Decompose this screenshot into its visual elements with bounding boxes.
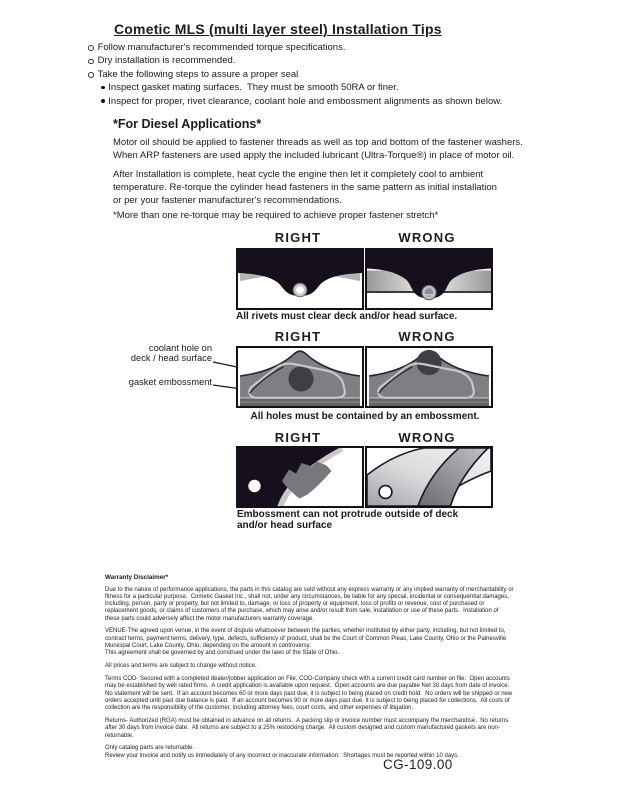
coolant-hole-label: coolant hole on deck / head surface bbox=[130, 343, 212, 364]
list-item bbox=[101, 96, 538, 109]
tip-text: Dry installation is recommended. bbox=[97, 55, 236, 67]
diagram-protrusion-right bbox=[236, 446, 364, 508]
legal-paragraph: All prices and terms are subject to change without notice. bbox=[105, 663, 257, 670]
legal-paragraph: Returns- Authorized (RGA) must be obtained in advance on all returns. A packing slip or invoice number must accompany the merchandise. No returns after 30 days from invoice date. All returns are subject to a 25% restocking charge. All custom designed and custom manufactured gaskets are non-returnable. bbox=[105, 717, 510, 739]
bolt-hole bbox=[379, 486, 392, 499]
row3-caption: Embossment can not protrude outside of deck and/or head surface bbox=[237, 509, 459, 531]
diagram-embossment-right bbox=[236, 346, 364, 408]
open-bullet-icon bbox=[88, 72, 94, 78]
row1-caption: All rivets must clear deck and/or head surface. bbox=[236, 311, 458, 322]
row2-caption: All holes must be contained by an embossment. bbox=[250, 411, 480, 422]
list-item bbox=[88, 55, 538, 68]
tips-list bbox=[88, 42, 538, 109]
rivet-center bbox=[296, 286, 304, 294]
diagram-protrusion-wrong bbox=[365, 446, 493, 508]
legal-paragraph: Due to the nature of performance applications, the parts in this catalog are sold without any express warranty or any implied warranty of merchantability or fitness for a particular purpose. Cometic Gasket Inc., shall not, under any circumstances, be liable for any special, incidental or consequential damages, including, person, party or property, but not limited to, damage, or loss of property or equipment, loss of profits or revenue, cost of purchased or replacement goods, or claims of customers of the purchase, which may arise and/or result from sale, installation or use of these parts. Installation of these parts could adversely affect the motor manufacturers warranty coverage. bbox=[105, 586, 516, 622]
legal-paragraph: VENUE-The agreed upon venue, in the event of dispute whatsoever between the parties, whether instituted by either party, including, but not limited to, contract terms, payment terms, delivery, type, defects, sufficiency of product, shall be the Court of Common Pleas, Lake County, Ohio or the Painesville Municipal Court, Lake County, Ohio, depending on the amount in controversy. This agreement shall be governed by and construed under the laws of the State of Ohio. bbox=[105, 628, 507, 657]
diagram-rivet-wrong bbox=[365, 248, 493, 310]
tip-text: Inspect for proper, rivet clearance, coolant hole and embossment alignments as shown below. bbox=[108, 95, 503, 107]
warranty-disclaimer-section bbox=[105, 574, 514, 765]
coolant-hole bbox=[416, 350, 441, 375]
right-label: RIGHT bbox=[274, 430, 322, 445]
list-item bbox=[88, 42, 538, 55]
tip-text: Take the following steps to assure a proper seal bbox=[97, 68, 299, 80]
wrong-label: WRONG bbox=[398, 230, 456, 245]
wrong-label: WRONG bbox=[398, 430, 456, 445]
open-bullet-icon bbox=[88, 59, 94, 65]
tip-text: Follow manufacturer's recommended torque specifications. bbox=[97, 42, 346, 53]
wrong-label: WRONG bbox=[398, 329, 456, 344]
tip-text: Inspect gasket mating surfaces. They must be smooth 50RA or finer. bbox=[108, 82, 399, 94]
diagram-rivet-right bbox=[236, 248, 364, 310]
right-label: RIGHT bbox=[274, 230, 322, 245]
edge-line bbox=[240, 402, 360, 403]
retorque-note: *More than one re-torque may be required to achieve proper fastener stretch* bbox=[113, 210, 439, 221]
diagram-embossment-wrong bbox=[365, 346, 493, 408]
gasket-embossment-label: gasket embossment bbox=[128, 377, 212, 387]
right-label: RIGHT bbox=[274, 329, 322, 344]
legal-paragraph: Terms COD- Secured with a completed dealer/jobber application on File, COD-Company check with a current credit card number on file. Open accounts may be established by well rated firms. A credit application is available upon request. Open accounts are due payable Net 30 days from date of invoice. No statement will be sent. If an account becomes 60 or more days past due, it is subject to being placed on credit hold. No orders will be shipped or new orders accepted until past due balance is paid. If an account becomes 90 or more days past due, it is subject to being placed for collections. All costs of collection are the responsibility of the customer, including attorney fees, court costs, and other expenses of litigation. bbox=[105, 675, 514, 712]
legal-paragraph: Only catalog parts are returnable. Review your invoice and notify us immediately of any incorrect or inaccurate information. Shortages must be reported within 10 days. bbox=[105, 745, 459, 759]
warranty-disclaimer-heading: Warranty Disclaimer* bbox=[105, 574, 169, 581]
page-title: Cometic MLS (multi layer steel) Installation Tips bbox=[114, 21, 442, 37]
bolt-hole bbox=[248, 480, 260, 492]
filled-bullet-icon bbox=[101, 99, 105, 103]
diesel-paragraph: Motor oil should be applied to fastener threads as well as top and bottom of the fastener washers. When ARP fasteners are used apply the included lubricant (Ultra-Torque®) in place of motor oil. bbox=[113, 137, 523, 162]
diesel-paragraph: After Installation is complete, heat cycle the engine then let it completely cool to ambient temperature. Re-torque the cylinder head fasteners in the same pattern as initial installation or per your fastener manufacturer's recommendations. bbox=[113, 169, 497, 207]
list-item bbox=[101, 82, 538, 95]
diesel-applications-heading: *For Diesel Applications* bbox=[113, 117, 262, 131]
list-item bbox=[88, 69, 538, 82]
coolant-hole bbox=[288, 366, 313, 391]
open-bullet-icon bbox=[88, 45, 94, 51]
page-code: CG-109.00 bbox=[383, 757, 453, 772]
edge-line bbox=[369, 402, 489, 403]
filled-bullet-icon bbox=[101, 86, 105, 90]
